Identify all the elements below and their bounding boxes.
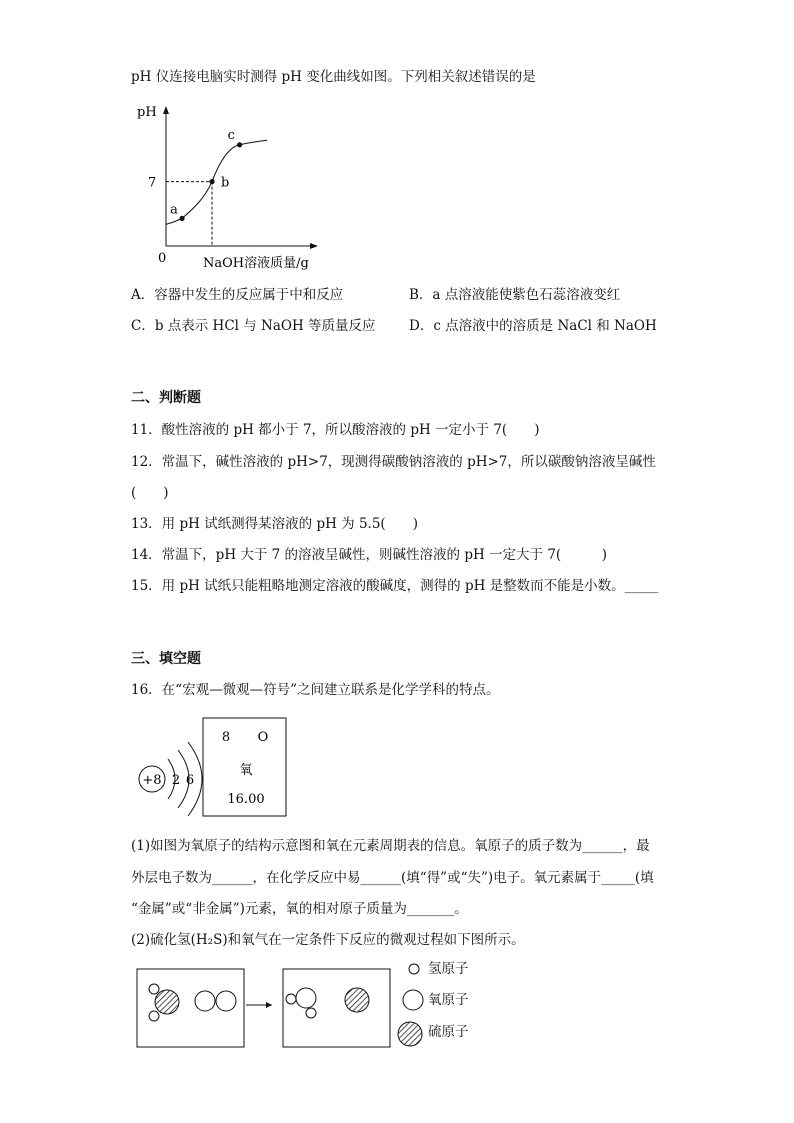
- paragraph-1c: “金属”或“非金属”)元素，氧的相对原子质量为_______。: [131, 901, 468, 917]
- atomic-mass: 16.00: [227, 792, 265, 807]
- s-atom: [345, 988, 369, 1012]
- shell-arc-2: [178, 750, 189, 808]
- origin-label: 0: [158, 251, 167, 266]
- ph-curve: [166, 140, 267, 224]
- legend-s-label: 硫原子: [428, 1024, 469, 1040]
- element-symbol: O: [257, 730, 269, 745]
- o-atom: [216, 991, 236, 1011]
- h-atom: [149, 1011, 159, 1021]
- legend-o-label: 氧原子: [428, 992, 469, 1008]
- nucleus-circle: [139, 766, 165, 792]
- legend-h-atom: [409, 964, 419, 974]
- option-c: C．b 点表示 HCl 与 NaOH 等质量反应: [131, 318, 376, 334]
- legend-s-atom: [398, 1022, 422, 1046]
- y-axis-arrow: [163, 106, 169, 114]
- y-axis-label: pH: [137, 105, 157, 120]
- arrow-head: [266, 1002, 272, 1008]
- h-atom: [286, 994, 296, 1004]
- shell-1-electrons: 2: [171, 773, 181, 788]
- question-13: 13．用 pH 试纸测得某溶液的 pH 为 5.5( ): [131, 516, 418, 532]
- option-a: A．容器中发生的反应属于中和反应: [131, 287, 344, 303]
- shell-2-electrons: 6: [185, 773, 195, 788]
- shell-arc-1: [168, 759, 175, 799]
- question-12: 12．常温下，碱性溶液的 pH>7，现测得碳酸钠溶液的 pH>7，所以碳酸钠溶液呈碱性: [131, 454, 656, 470]
- question-15: 15．用 pH 试纸只能粗略地测定溶液的酸碱度，测得的 pH 是整数而不能是小数。_____: [131, 578, 659, 594]
- x-axis-arrow: [310, 243, 318, 249]
- point-label-c: c: [227, 127, 235, 143]
- question-14: 14．常温下，pH 大于 7 的溶液呈碱性，则碱性溶液的 pH 一定大于 7( ): [131, 547, 607, 563]
- h-atom: [306, 1008, 316, 1018]
- option-b: B．a 点溶液能使紫色石蕊溶液变红: [409, 287, 621, 303]
- option-d: D．c 点溶液中的溶质是 NaCl 和 NaOH: [409, 318, 657, 334]
- y-tick-label: 7: [148, 175, 157, 191]
- point-a: [180, 216, 185, 221]
- o-atom: [195, 991, 215, 1011]
- reactant-box: [137, 969, 244, 1047]
- question-11: 11．酸性溶液的 pH 都小于 7，所以酸溶液的 pH 一定小于 7( ): [131, 422, 540, 438]
- nucleus-charge: +8: [142, 773, 162, 788]
- question-12-blank: ( ): [131, 485, 169, 501]
- shell-arc-3: [185, 742, 202, 816]
- element-cell: [203, 718, 286, 816]
- section-title-fill: 三、填空题: [131, 651, 201, 667]
- point-label-b: b: [221, 175, 230, 191]
- legend-o-atom: [403, 990, 423, 1010]
- h-atom: [149, 984, 159, 994]
- o-atom: [296, 988, 316, 1008]
- point-b: [209, 179, 214, 184]
- paragraph-2: (2)硫化氢(H₂S)和氧气在一定条件下反应的微观过程如下图所示。: [131, 932, 525, 948]
- paragraph-1b: 外层电子数为______，在化学反应中易______(填“得”或“失”)电子。氧元素属于_____(填: [131, 870, 654, 886]
- atomic-number: 8: [221, 730, 231, 745]
- point-c: [237, 142, 242, 147]
- x-axis-label: NaOH溶液质量/g: [203, 256, 309, 271]
- section-title-judgement: 二、判断题: [131, 390, 201, 406]
- s-atom: [155, 990, 179, 1014]
- element-name: 氧: [239, 763, 253, 778]
- product-box: [283, 969, 390, 1047]
- question-intro: pH 仪连接电脑实时测得 pH 变化曲线如图。下列相关叙述错误的是: [131, 69, 536, 85]
- point-label-a: a: [170, 202, 178, 218]
- legend-h-label: 氢原子: [428, 961, 469, 977]
- paragraph-1a: (1)如图为氧原子的结构示意图和氧在元素周期表的信息。氧原子的质子数为______，最: [131, 838, 650, 854]
- question-16: 16．在“宏观—微观—符号”之间建立联系是化学学科的特点。: [131, 682, 500, 698]
